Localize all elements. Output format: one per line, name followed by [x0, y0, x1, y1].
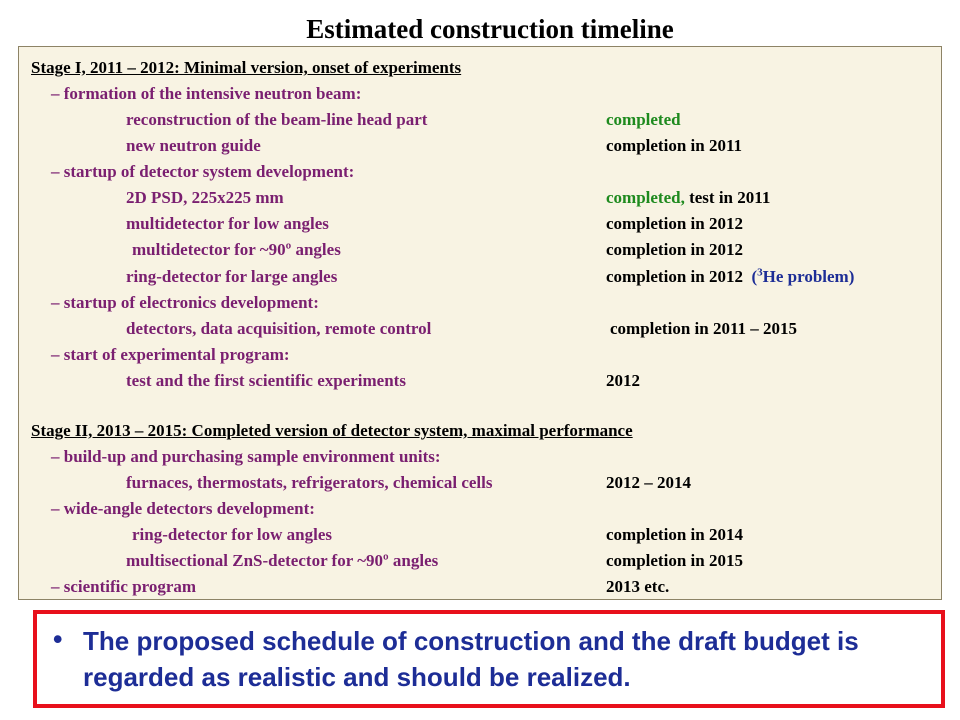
task-label: new neutron guide — [126, 136, 261, 155]
section-sample-environment: – build-up and purchasing sample environment units: — [51, 447, 441, 466]
section-experimental-program: – start of experimental program: — [51, 345, 290, 364]
task-status: 2012 — [606, 371, 640, 390]
status-completion: completion in 2012 — [606, 267, 743, 286]
task-status: completion in 2011 — [606, 136, 743, 155]
task-label: 2D PSD, 225x225 mm — [126, 188, 284, 207]
task-label: test and the first scientific experiments — [126, 371, 406, 390]
task-status: completed — [606, 110, 681, 129]
section-detector-system: – startup of detector system development: — [51, 162, 355, 181]
task-status — [606, 188, 770, 208]
task-status: completion in 2015 — [606, 551, 743, 570]
stage-1-heading: Stage I, 2011 – 2012: Minimal version, onset of experiments — [31, 58, 462, 77]
task-label: multidetector for low angles — [126, 214, 329, 233]
conclusion-text: The proposed schedule of construction and the draft budget is regarded as realistic and should be realized. — [83, 626, 859, 692]
slide-title: Estimated construction timeline — [306, 14, 674, 44]
task-label: ring-detector for low angles — [132, 525, 333, 544]
task-label: detectors, data acquisition, remote control — [126, 319, 432, 338]
task-status: completion in 2014 — [606, 525, 743, 544]
he3-problem-note: ($^3$He problem) — [751, 266, 855, 286]
section-electronics: – startup of electronics development: — [51, 293, 319, 312]
task-label: furnaces, thermostats, refrigerators, chemical cells — [126, 473, 493, 492]
task-label: multisectional ZnS-detector for ~90º angles — [126, 551, 439, 570]
timeline-panel — [18, 46, 942, 600]
task-label: multidetector for ~90º angles — [132, 240, 341, 259]
section-wide-angle-detectors: – wide-angle detectors development: — [51, 499, 315, 518]
section-neutron-beam: – formation of the intensive neutron beam: — [51, 84, 362, 103]
task-label: reconstruction of the beam-line head part — [126, 110, 428, 129]
task-status: completion in 2012 — [606, 240, 743, 259]
status-test: test in 2011 — [684, 188, 771, 207]
task-status: 2012 – 2014 — [606, 473, 691, 492]
task-status: 2013 etc. — [606, 577, 670, 596]
status-completed: completed, — [606, 188, 685, 207]
conclusion-box — [33, 610, 945, 708]
task-status — [606, 267, 854, 287]
task-status: completion in 2011 – 2015 — [610, 319, 798, 338]
stage-2-heading: Stage II, 2013 – 2015: Completed version of detector system, maximal performance — [31, 421, 633, 440]
bullet-icon: • — [53, 624, 63, 654]
task-label: ring-detector for large angles — [126, 267, 338, 286]
task-status: completion in 2012 — [606, 214, 743, 233]
section-scientific-program: – scientific program — [51, 577, 197, 596]
